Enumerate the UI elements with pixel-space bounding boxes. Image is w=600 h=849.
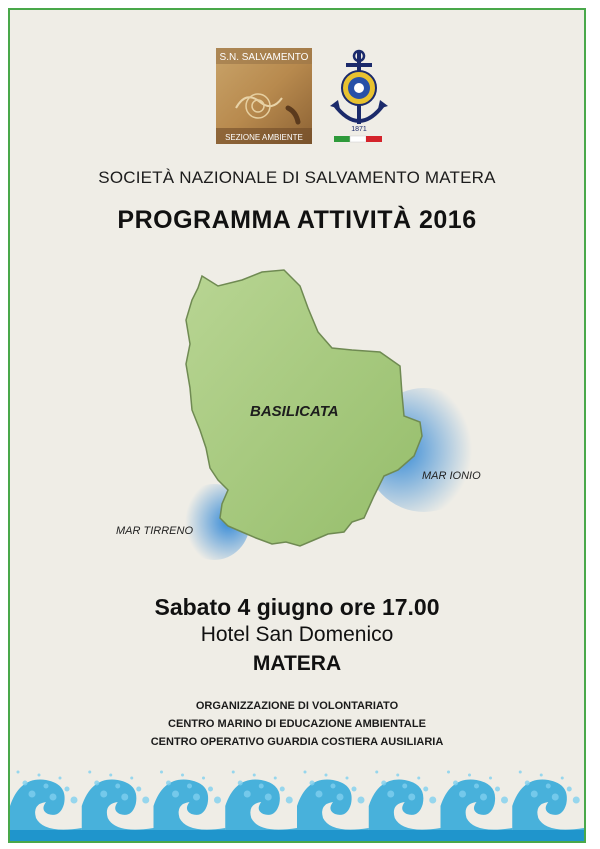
- program-title: PROGRAMMA ATTIVITÀ 2016: [117, 206, 477, 234]
- flag-red-stripe: [366, 136, 382, 142]
- poster: [8, 8, 586, 843]
- tyrrhenian-sea-label: MAR TIRRENO: [116, 525, 193, 537]
- sn-salvamento-logo: [216, 48, 312, 144]
- event-city: MATERA: [252, 652, 342, 675]
- left-logo-top-text: S.N. SALVAMENTO: [219, 52, 309, 63]
- anchor-emblem-logo: [328, 48, 390, 146]
- flag-green-stripe: [334, 136, 350, 142]
- organization-name: SOCIETÀ NAZIONALE DI SALVAMENTO MATERA: [98, 168, 496, 187]
- right-logo-year: 1871: [351, 126, 367, 133]
- left-logo-bottom-text: SEZIONE AMBIENTE: [225, 133, 303, 142]
- event-date-time: Sabato 4 giugno ore 17.00: [154, 594, 440, 620]
- footer-line-volunteer: ORGANIZZAZIONE DI VOLONTARIATO: [195, 700, 399, 712]
- footer-descriptions: [10, 697, 584, 751]
- footer-line-coast-guard: CENTRO OPERATIVO GUARDIA COSTIERA AUSILIARIA: [150, 736, 444, 748]
- footer-line-marine-center: CENTRO MARINO DI EDUCAZIONE AMBIENTALE: [168, 718, 426, 730]
- flag-white-stripe: [350, 136, 366, 142]
- decorative-waves: [10, 758, 584, 841]
- event-venue: Hotel San Domenico: [200, 623, 394, 646]
- region-label: BASILICATA: [250, 403, 339, 420]
- wave-base: [10, 830, 584, 841]
- ionian-sea-label: MAR IONIO: [422, 470, 481, 482]
